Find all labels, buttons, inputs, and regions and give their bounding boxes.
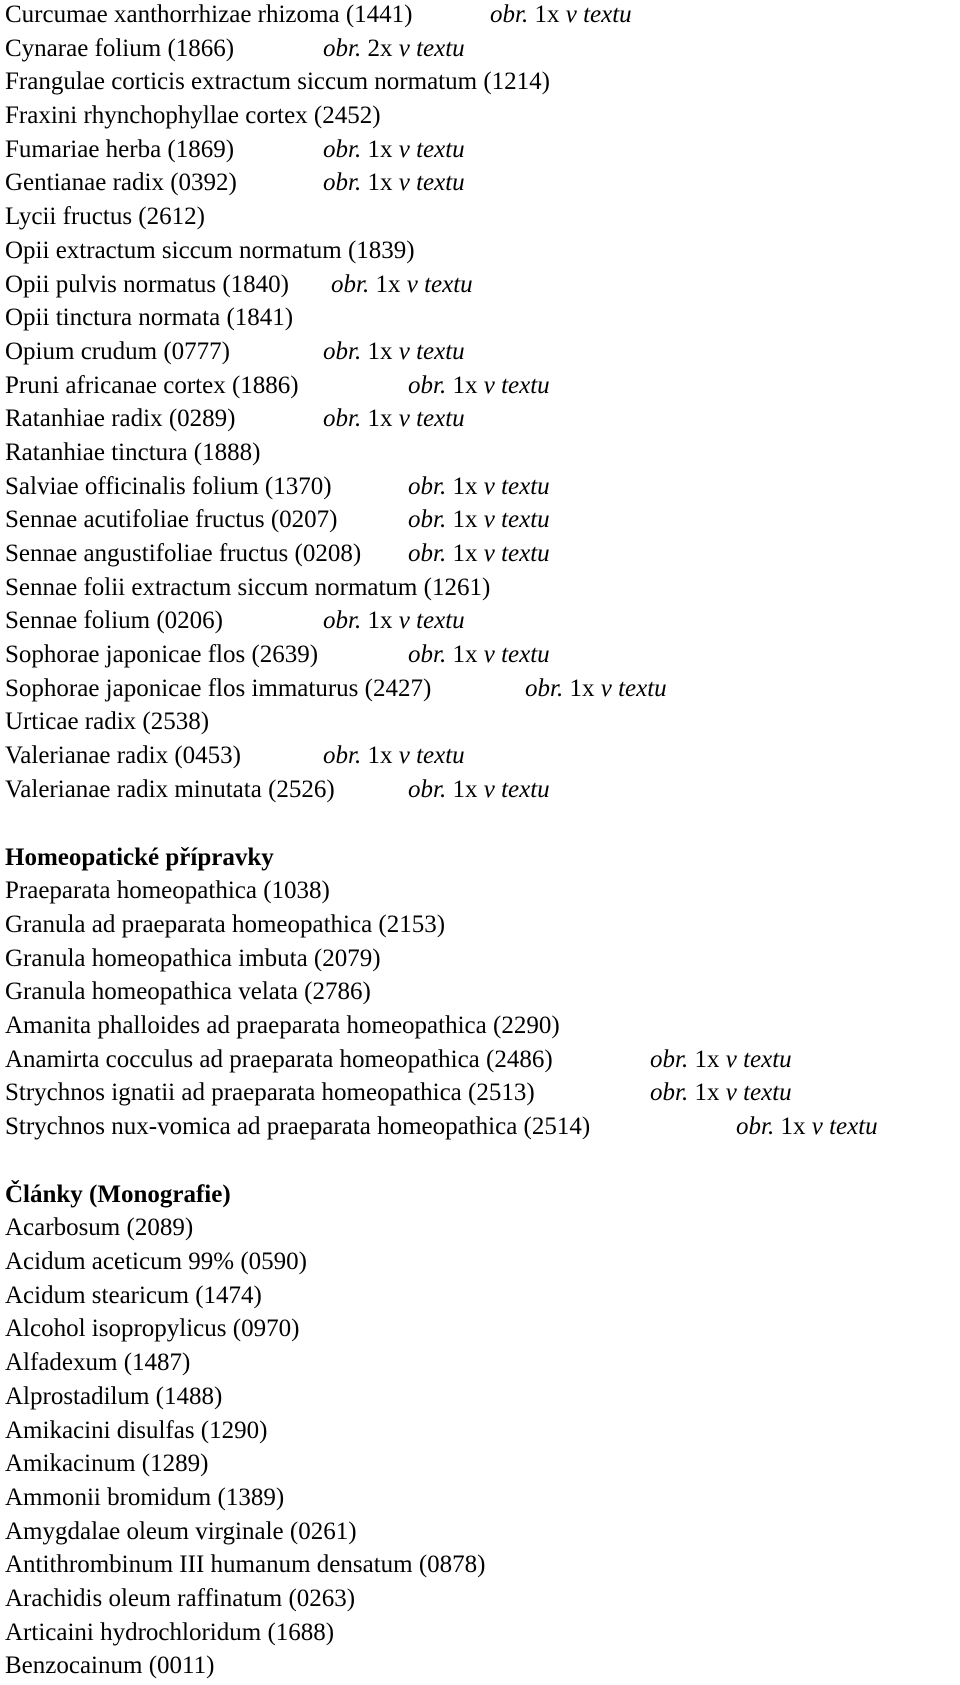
- item-name: Fraxini rhynchophyllae cortex (2452): [5, 102, 381, 130]
- figure-note: obr. 1x v textu: [650, 1045, 792, 1073]
- list-item: [5, 1382, 955, 1416]
- list-item: [5, 876, 955, 910]
- item-name: Acarbosum (2089): [5, 1214, 194, 1242]
- item-name: Opium crudum (0777): [5, 337, 230, 365]
- item-name: Salviae officinalis folium (1370): [5, 472, 332, 500]
- list-item: [5, 1618, 955, 1652]
- item-name: Opii extractum siccum normatum (1839): [5, 236, 415, 264]
- item-name: Lycii fructus (2612): [5, 203, 205, 231]
- item-name: Acidum aceticum 99% (0590): [5, 1248, 307, 1276]
- item-name: Valerianae radix minutata (2526): [5, 775, 335, 803]
- item-name: Opii pulvis normatus (1840): [5, 270, 290, 298]
- section-gap: [5, 809, 955, 843]
- figure-note: obr. 1x v textu: [525, 674, 667, 702]
- item-name: Cynarae folium (1866): [5, 34, 235, 62]
- item-name: Alfadexum (1487): [5, 1349, 191, 1377]
- list-item: [5, 1416, 955, 1450]
- item-name: Antithrombinum III humanum densatum (0878): [5, 1551, 486, 1579]
- list-item: [5, 1550, 955, 1584]
- figure-note: obr. 1x v textu: [323, 135, 465, 163]
- list-item: [5, 67, 955, 101]
- item-name: Strychnos nux-vomica ad praeparata homeopathica (2514): [5, 1113, 591, 1140]
- list-item: [5, 337, 955, 371]
- list-item: [5, 0, 955, 34]
- item-name: Fumariae herba (1869): [5, 135, 235, 163]
- item-name: Amygdalae oleum virginale (0261): [5, 1517, 357, 1545]
- item-name: Acidum stearicum (1474): [5, 1281, 262, 1309]
- figure-note: obr. 1x v textu: [408, 641, 550, 669]
- list-item: [5, 505, 955, 539]
- section-heading-homeopathic: Homeopatické přípravky: [5, 843, 274, 871]
- list-item: [5, 404, 955, 438]
- list-item: [5, 1011, 955, 1045]
- figure-note: obr. 1x v textu: [408, 775, 550, 803]
- item-name: Sennae acutifoliae fructus (0207): [5, 506, 338, 534]
- document-page: [5, 0, 955, 1685]
- list-item: [5, 1213, 955, 1247]
- item-name: Gentianae radix (0392): [5, 169, 237, 197]
- item-name: Granula homeopathica imbuta (2079): [5, 944, 381, 972]
- list-item: [5, 101, 955, 135]
- item-name: Arachidis oleum raffinatum (0263): [5, 1584, 356, 1612]
- figure-note: obr. 1x v textu: [490, 1, 632, 28]
- list-item: [5, 741, 955, 775]
- list-item: [5, 1584, 955, 1618]
- list-item: [5, 34, 955, 68]
- item-name: Amikacinum (1289): [5, 1450, 209, 1478]
- item-name: Granula homeopathica velata (2786): [5, 978, 371, 1006]
- item-name: Sennae folii extractum siccum normatum (1261): [5, 573, 491, 601]
- list-item: [5, 606, 955, 640]
- item-name: Frangulae corticis extractum siccum normatum (1214): [5, 68, 550, 96]
- list-item: [5, 303, 955, 337]
- figure-note: obr. 1x v textu: [323, 337, 465, 365]
- figure-note: obr. 1x v textu: [323, 169, 465, 197]
- list-item: [5, 236, 955, 270]
- section-gap: [5, 1146, 955, 1180]
- item-name: Articaini hydrochloridum (1688): [5, 1618, 335, 1646]
- item-name: Strychnos ignatii ad praeparata homeopathica (2513): [5, 1079, 535, 1107]
- list-item: [5, 573, 955, 607]
- list-item: [5, 202, 955, 236]
- item-name: Praeparata homeopathica (1038): [5, 877, 330, 905]
- list-item: [5, 674, 955, 708]
- item-name: Ratanhiae radix (0289): [5, 405, 236, 433]
- item-name: Anamirta cocculus ad praeparata homeopathica (2486): [5, 1045, 553, 1073]
- list-item: [5, 1517, 955, 1551]
- item-name: Sennae folium (0206): [5, 607, 224, 635]
- item-name: Ratanhiae tinctura (1888): [5, 438, 261, 466]
- list-item: [5, 707, 955, 741]
- item-name: Alcohol isopropylicus (0970): [5, 1315, 300, 1343]
- item-name: Sophorae japonicae flos (2639): [5, 641, 319, 669]
- item-name: Sennae angustifoliae fructus (0208): [5, 540, 362, 567]
- figure-note: obr. 1x v textu: [408, 506, 550, 534]
- list-item: [5, 539, 955, 573]
- figure-note: obr. 1x v textu: [408, 540, 550, 567]
- list-item: [5, 1651, 955, 1685]
- list-item: [5, 1483, 955, 1517]
- list-item: [5, 1348, 955, 1382]
- list-item: [5, 1314, 955, 1348]
- list-item: [5, 1449, 955, 1483]
- list-item: [5, 910, 955, 944]
- list-item: [5, 270, 955, 304]
- list-item: [5, 1281, 955, 1315]
- figure-note: obr. 1x v textu: [331, 270, 473, 298]
- figure-note: obr. 1x v textu: [323, 405, 465, 433]
- list-item: [5, 775, 955, 809]
- list-item: [5, 1112, 955, 1146]
- figure-note: obr. 1x v textu: [650, 1079, 792, 1107]
- list-item: [5, 1247, 955, 1281]
- figure-note: obr. 2x v textu: [323, 34, 465, 62]
- item-name: Benzocainum (0011): [5, 1652, 215, 1680]
- item-name: Pruni africanae cortex (1886): [5, 371, 299, 399]
- figure-note: obr. 1x v textu: [408, 371, 550, 399]
- item-name: Ammonii bromidum (1389): [5, 1483, 285, 1511]
- figure-note: obr. 1x v textu: [323, 742, 465, 770]
- list-item: [5, 1045, 955, 1079]
- figure-note: obr. 1x v textu: [323, 607, 465, 635]
- item-name: Opii tinctura normata (1841): [5, 304, 294, 332]
- list-item: [5, 640, 955, 674]
- item-name: Amikacini disulfas (1290): [5, 1416, 268, 1444]
- list-item: [5, 168, 955, 202]
- figure-note: obr. 1x v textu: [408, 472, 550, 500]
- item-name: Granula ad praeparata homeopathica (2153): [5, 910, 446, 938]
- section-heading-monographs: Články (Monografie): [5, 1180, 231, 1208]
- item-name: Curcumae xanthorrhizae rhizoma (1441): [5, 1, 413, 28]
- item-name: Amanita phalloides ad praeparata homeopathica (2290): [5, 1011, 560, 1039]
- item-name: Sophorae japonicae flos immaturus (2427): [5, 674, 432, 702]
- list-item: [5, 472, 955, 506]
- item-name: Alprostadilum (1488): [5, 1382, 223, 1410]
- list-item: [5, 1078, 955, 1112]
- list-item: [5, 371, 955, 405]
- item-name: Urticae radix (2538): [5, 708, 210, 736]
- list-item: [5, 977, 955, 1011]
- list-item: [5, 944, 955, 978]
- item-name: Valerianae radix (0453): [5, 742, 241, 770]
- list-item: [5, 135, 955, 169]
- figure-note: obr. 1x v textu: [736, 1113, 878, 1140]
- list-item: [5, 438, 955, 472]
